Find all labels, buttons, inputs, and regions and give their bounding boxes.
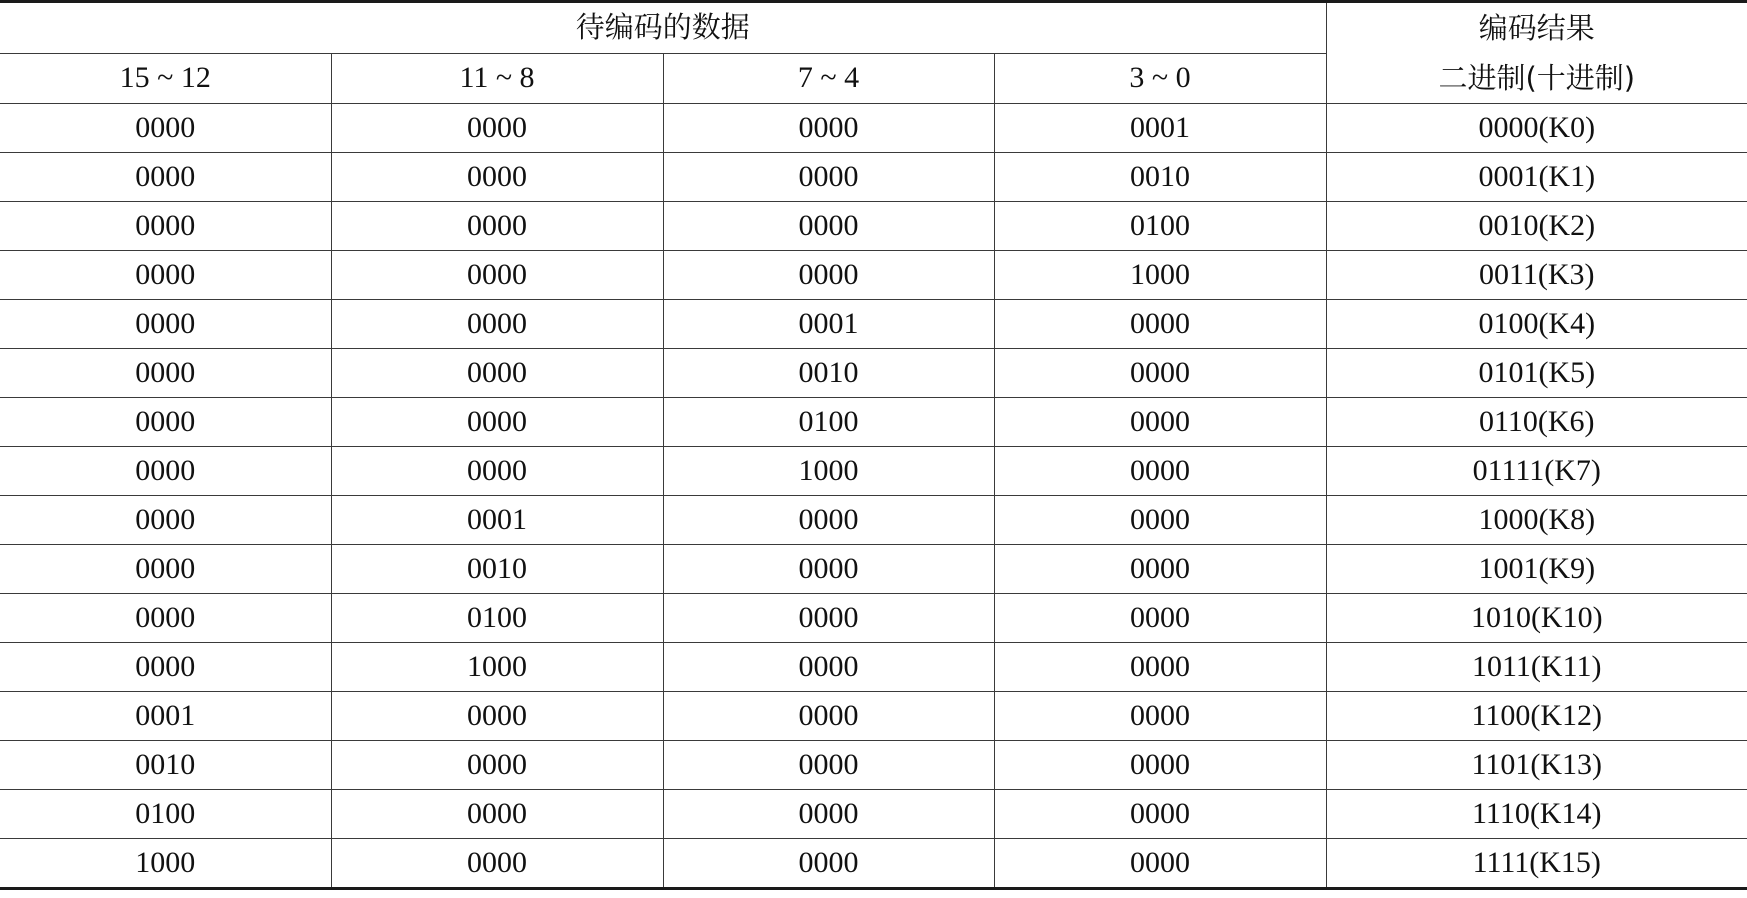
table-cell-result: 1101(K13) <box>1326 741 1747 790</box>
table-cell-result: 0000(K0) <box>1326 104 1747 153</box>
table-cell-bits: 0000 <box>663 643 994 692</box>
table-cell-bits: 1000 <box>331 643 663 692</box>
table-cell-result: 1011(K11) <box>1326 643 1747 692</box>
table-cell-bits: 0000 <box>994 398 1326 447</box>
table-cell-bits: 0000 <box>331 692 663 741</box>
table-cell-result: 1010(K10) <box>1326 594 1747 643</box>
table-cell-bits: 0000 <box>331 447 663 496</box>
table-row <box>0 349 1747 398</box>
table-cell-bits: 0000 <box>0 202 331 251</box>
table-cell-bits: 0001 <box>663 300 994 349</box>
table-cell-bits: 0000 <box>663 202 994 251</box>
table-cell-bits: 0000 <box>994 545 1326 594</box>
table-cell-bits: 0000 <box>663 153 994 202</box>
table-cell-bits: 0000 <box>663 594 994 643</box>
table-row <box>0 202 1747 251</box>
table-cell-bits: 0000 <box>994 594 1326 643</box>
table-cell-bits: 0000 <box>331 104 663 153</box>
table-cell-bits: 0000 <box>663 839 994 889</box>
table-cell-bits: 0000 <box>331 839 663 889</box>
table-cell-bits: 0000 <box>331 790 663 839</box>
table-row <box>0 741 1747 790</box>
table-cell-bits: 0000 <box>663 545 994 594</box>
table-cell-bits: 0000 <box>994 839 1326 889</box>
table-cell-bits: 0000 <box>0 398 331 447</box>
table-cell-bits: 0000 <box>994 692 1326 741</box>
header-row-group <box>0 2 1747 54</box>
table-cell-result: 0011(K3) <box>1326 251 1747 300</box>
table-body <box>0 104 1747 889</box>
table-cell-bits: 0000 <box>663 790 994 839</box>
table-cell-bits: 0001 <box>331 496 663 545</box>
table-cell-bits: 0000 <box>331 251 663 300</box>
table-cell-bits: 0000 <box>663 741 994 790</box>
table-cell-bits: 0000 <box>994 300 1326 349</box>
table-cell-result: 0100(K4) <box>1326 300 1747 349</box>
table-cell-bits: 0000 <box>0 153 331 202</box>
table-cell-bits: 0000 <box>663 692 994 741</box>
header-data-to-encode: 待编码的数据 <box>0 2 1326 54</box>
table-cell-bits: 0010 <box>663 349 994 398</box>
table-cell-bits: 0100 <box>331 594 663 643</box>
table-row <box>0 300 1747 349</box>
table-cell-bits: 0000 <box>331 349 663 398</box>
table-row <box>0 104 1747 153</box>
table-cell-bits: 0001 <box>0 692 331 741</box>
table-cell-bits: 0000 <box>0 496 331 545</box>
table-row <box>0 251 1747 300</box>
table-row <box>0 398 1747 447</box>
header-bits-7-4: 7 ~ 4 <box>663 53 994 104</box>
table-cell-bits: 0000 <box>331 398 663 447</box>
table-cell-bits: 0100 <box>994 202 1326 251</box>
table-row <box>0 839 1747 889</box>
table-row <box>0 545 1747 594</box>
table-cell-bits: 0100 <box>663 398 994 447</box>
header-result-line1: 编码结果 <box>1478 11 1595 45</box>
header-bits-3-0: 3 ~ 0 <box>994 53 1326 104</box>
table-cell-bits: 0010 <box>331 545 663 594</box>
table-header <box>0 2 1747 104</box>
table-cell-bits: 0000 <box>0 447 331 496</box>
table-cell-bits: 0000 <box>0 349 331 398</box>
table-cell-bits: 0000 <box>994 741 1326 790</box>
table-cell-result: 0001(K1) <box>1326 153 1747 202</box>
table-cell-bits: 1000 <box>0 839 331 889</box>
table-cell-bits: 0000 <box>0 251 331 300</box>
table-row <box>0 594 1747 643</box>
table-cell-bits: 0000 <box>663 496 994 545</box>
table-row <box>0 447 1747 496</box>
table-cell-bits: 0000 <box>663 251 994 300</box>
table-row <box>0 643 1747 692</box>
table-cell-bits: 0000 <box>0 300 331 349</box>
table-cell-bits: 0010 <box>0 741 331 790</box>
table-cell-bits: 0000 <box>331 300 663 349</box>
table-cell-bits: 0000 <box>331 153 663 202</box>
table-cell-result: 0010(K2) <box>1326 202 1747 251</box>
table-cell-result: 1100(K12) <box>1326 692 1747 741</box>
table-cell-bits: 0010 <box>994 153 1326 202</box>
table-cell-bits: 0000 <box>994 790 1326 839</box>
table-cell-bits: 0000 <box>331 741 663 790</box>
header-encoding-result <box>1326 2 1747 104</box>
table-cell-bits: 0000 <box>0 643 331 692</box>
table-cell-bits: 0001 <box>994 104 1326 153</box>
table-row <box>0 496 1747 545</box>
table-cell-result: 1110(K14) <box>1326 790 1747 839</box>
table-cell-result: 1001(K9) <box>1326 545 1747 594</box>
header-result-line2: 二进制(十进制) <box>1438 61 1636 95</box>
table-cell-result: 0110(K6) <box>1326 398 1747 447</box>
header-bits-15-12: 15 ~ 12 <box>0 53 331 104</box>
table-cell-bits: 0000 <box>0 545 331 594</box>
table-cell-bits: 0000 <box>0 104 331 153</box>
table-row <box>0 692 1747 741</box>
table-cell-result: 01111(K7) <box>1326 447 1747 496</box>
table-cell-bits: 0000 <box>994 349 1326 398</box>
table-row <box>0 153 1747 202</box>
table-cell-bits: 0000 <box>994 643 1326 692</box>
table-cell-result: 0101(K5) <box>1326 349 1747 398</box>
table-cell-result: 1000(K8) <box>1326 496 1747 545</box>
table-cell-bits: 1000 <box>994 251 1326 300</box>
table-cell-bits: 0000 <box>994 447 1326 496</box>
table-cell-bits: 0000 <box>0 594 331 643</box>
table-cell-bits: 0000 <box>663 104 994 153</box>
header-bits-11-8: 11 ~ 8 <box>331 53 663 104</box>
table-cell-bits: 0100 <box>0 790 331 839</box>
table-cell-result: 1111(K15) <box>1326 839 1747 889</box>
table-cell-bits: 1000 <box>663 447 994 496</box>
table-cell-bits: 0000 <box>331 202 663 251</box>
table-row <box>0 790 1747 839</box>
table-cell-bits: 0000 <box>994 496 1326 545</box>
